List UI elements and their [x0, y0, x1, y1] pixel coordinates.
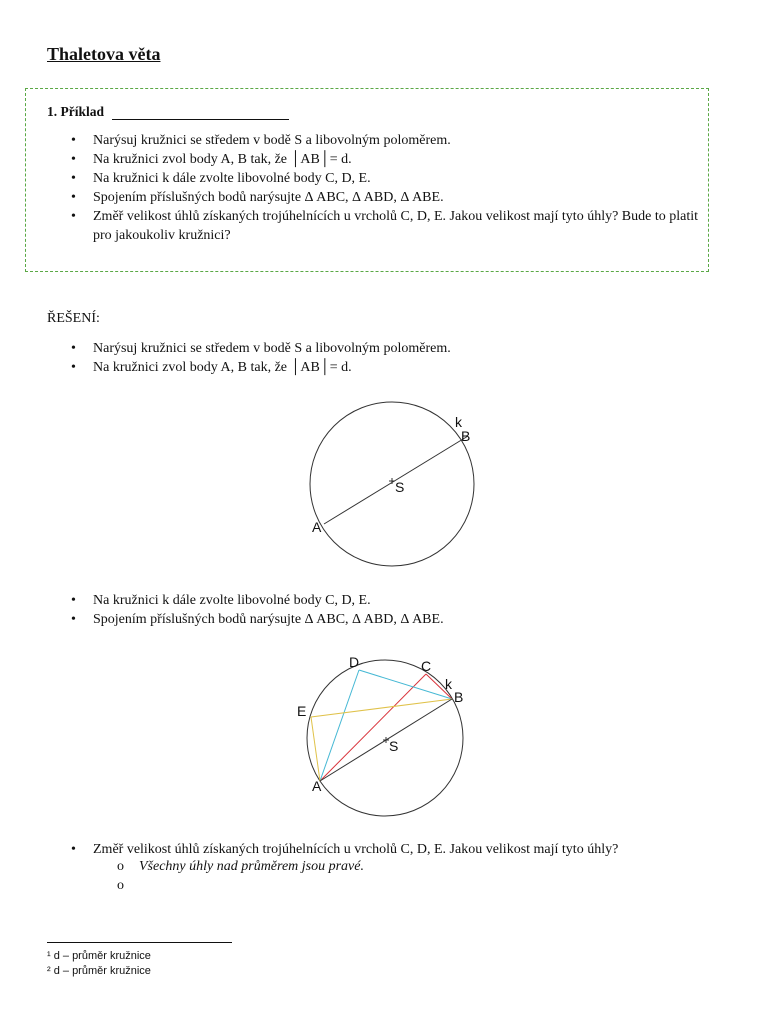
task-item: • Na kružnici zvol body A, B tak, že │AB│= d. [71, 152, 352, 167]
label-a: A [312, 778, 322, 794]
label-e: E [297, 703, 307, 719]
answer-text: Všechny úhly nad průměrem jsou pravé. [139, 859, 364, 874]
task-item: • Spojením příslušných bodů narýsujte Δ ABC, Δ ABD, Δ ABE. [71, 190, 444, 205]
circle-k [307, 660, 463, 816]
task-item: • Změř velikost úhlů získaných trojúhelnících u vrcholů C, D, E. Jakou velikost mají tyto úhly? Bude to platit pro jakoukoliv kružnici? [71, 209, 699, 243]
solution-heading: ŘEŠENÍ: [47, 311, 100, 326]
task-heading: 1. Příklad [47, 104, 105, 119]
task-heading-underline [112, 119, 289, 120]
label-b: B [454, 689, 464, 705]
segment-ae [311, 717, 320, 781]
footnote-2: ² d – průměr kružnice [47, 965, 151, 977]
label-d: D [349, 654, 360, 670]
label-k: k [455, 414, 462, 430]
label-k: k [445, 676, 452, 692]
solution-item: • Spojením příslušných bodů narýsujte Δ ABC, Δ ABD, Δ ABE. [71, 612, 444, 627]
label-a: A [312, 519, 322, 535]
solution-item: • Na kružnici k dále zvolte libovolné body C, D, E. [71, 593, 371, 608]
answer-item: o Všechny úhly nad průměrem jsou pravé. [117, 859, 364, 874]
footnote-1: ¹ d – průměr kružnice [47, 950, 151, 962]
segment-eb [311, 699, 452, 717]
segment-ac [320, 674, 426, 781]
label-s: S [389, 738, 399, 754]
solution-list-3 [47, 840, 727, 859]
label-b: B [461, 428, 471, 444]
answer-item: o [117, 878, 124, 893]
label-c: C [421, 658, 432, 674]
solution-item: • Změř velikost úhlů získaných trojúhelnících u vrcholů C, D, E. Jakou velikost mají tyto úhly? [71, 842, 619, 857]
figure-circle-diameter [300, 400, 490, 570]
solution-item: • Narýsuj kružnici se středem v bodě S a libovolným poloměrem. [71, 341, 451, 356]
solution-item: • Na kružnici zvol body A, B tak, že │AB│= d. [71, 360, 352, 375]
figure-thales-triangles [290, 650, 480, 822]
label-s: S [395, 479, 405, 495]
task-list [47, 131, 707, 245]
solution-list-1 [47, 339, 707, 377]
footnote-separator [47, 942, 232, 943]
document-title: Thaletova věta [47, 44, 161, 64]
solution-list-2 [47, 591, 707, 629]
task-item: • Na kružnici k dále zvolte libovolné body C, D, E. [71, 171, 371, 186]
task-item: • Narýsuj kružnici se středem v bodě S a libovolným poloměrem. [71, 133, 451, 148]
